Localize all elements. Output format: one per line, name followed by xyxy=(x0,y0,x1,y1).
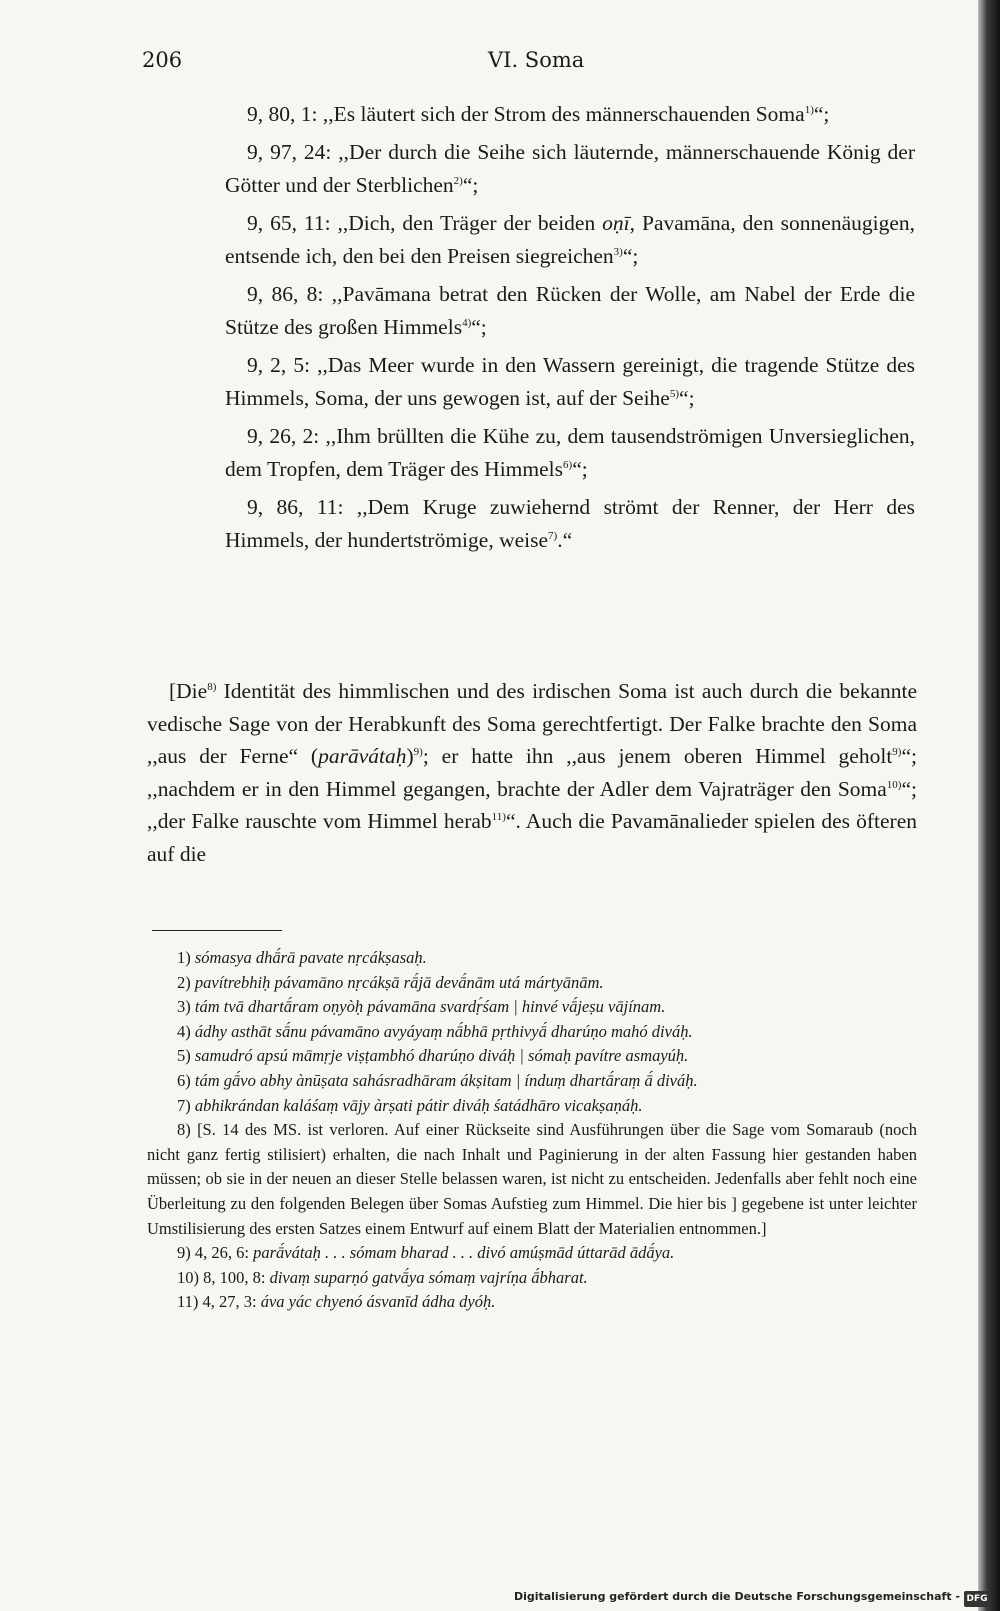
footnote-3: 3) tám tvā dhartā́ram oṇyòḥ pávamāna svardṛ́śam | hinvé vā́jeṣu vājínam. xyxy=(177,997,666,1017)
dfg-logo: DFG xyxy=(964,1591,990,1607)
page-header xyxy=(142,48,912,78)
footnote-9: 9) 4, 26, 6: parā́vátaḥ . . . sómam bharad . . . divó amúṣmād úttarād ādā́ya. xyxy=(177,1243,675,1263)
quote-1: 9, 80, 1: ,,Es läutert sich der Strom des männerschauenden Soma$^{1)}$“; xyxy=(247,102,830,126)
quote-7: 9, 86, 11: ,,Dem Kruge zuwiehernd strömt der Renner, der Herr des Himmels, der hundertströmige, weise$^{7)}$.“ xyxy=(225,494,915,552)
quote-4: 9, 86, 8: ,,Pavāmana betrat den Rücken der Wolle, am Nabel der Erde die Stütze des großen Himmels$^{4)}$“; xyxy=(225,281,916,339)
quote-5: 9, 2, 5: ,,Das Meer wurde in den Wassern gereinigt, die tragende Stütze des Himmels, Soma, der uns gewogen ist, auf der Seihe$^{5)}$“; xyxy=(225,352,915,410)
footnote-2: 2) pavítrebhiḥ pávamāno nṛcákṣā rā́jā devā́nām utá mártyānām. xyxy=(177,972,604,992)
footnote-11: 11) 4, 27, 3: áva yác chyenó ásvanīd ádha dyóḥ. xyxy=(177,1292,496,1312)
quote-6: 9, 26, 2: ,,Ihm brüllten die Kühe zu, dem tausendströmigen Unversieglichen, dem Tropfen, dem Träger des Himmels$^{6)}$“; xyxy=(225,423,915,481)
footnote-1: 1) sómasya dhā́rā pavate nṛcákṣasaḥ. xyxy=(177,948,427,967)
main-paragraph: [Die$^{8)}$ Identität des himmlischen und des irdischen Soma ist auch durch die bekannte vedische Sage von der Herabkunft des Soma gerechtfertigt. Der Falke brachte den Soma ,,aus der Ferne“ (parāvátaḥ)$^{9)}$; er hatte ihn ,,aus jenem oberen Himmel geholt$^{9)}$“; ,,nachdem er in den Himmel gegangen, brachte der Adler dem Vajraträger den Soma$^{10)}$“; ,,der Falke rauschte vom Himmel herab$^{11)}$“. Auch die Pavamānalieder spielen des öfteren auf die xyxy=(147,679,917,866)
running-head: VI. Soma xyxy=(488,48,585,72)
quote-2: 9, 97, 24: ,,Der durch die Seihe sich läuternde, männerschauende König der Götter und der Sterblichen$^{2)}$“; xyxy=(225,139,916,197)
footnote-8: 8) [S. 14 des MS. ist verloren. Auf einer Rückseite sind Ausführungen über die Sage vom Somaraub (noch nicht ganz fertig stilisiert) erhalten, die nach Inhalt und Paginierung in der alten Fassung hier gestanden haben müssen; ob sie in der neuen an dieser Stelle belassen waren, ist nicht zu entscheiden. Jedenfalls aber fehlt noch eine Überleitung zu den folgenden Belegen über Somas Aufstieg zum Himmel. Die hier bis ] gegebene ist unter leichter Umstilisierung des ersten Satzes einem Entwurf auf einem Blatt der Materialien entnommen.] xyxy=(147,1120,918,1238)
book-edge-shadow xyxy=(978,0,1000,1611)
footnote-4: 4) ádhy asthāt sā́nu pávamāno avyáyaṃ nā́bhā pṛthivyā́ dharúṇo mahó diváḥ. xyxy=(177,1021,693,1041)
digitization-credit: Digitalisierung gefördert durch die Deutsche Forschungsgemeinschaft - xyxy=(513,1590,960,1603)
quote-3: 9, 65, 11: ,,Dich, den Träger der beiden oṇī, Pavamāna, den sonnenäugigen, entsende ich, den bei den Preisen siegreichen$^{3)}$“; xyxy=(225,210,915,268)
footnote-separator xyxy=(152,930,282,931)
page-number: 206 xyxy=(142,48,183,72)
footnote-7: 7) abhikrándan kaláśaṃ vājy àrṣati pátir diváḥ śatádhāro vicakṣaṇáḥ. xyxy=(177,1095,643,1115)
footnote-5: 5) samudró apsú māmṛje viṣṭambhó dharúṇo diváḥ | sómaḥ pavítre asmayúḥ. xyxy=(177,1046,689,1066)
footnote-6: 6) tám gā́vo abhy ànūṣata sahásradhāram ákṣitam | índuṃ dhartā́raṃ ā́ diváḥ. xyxy=(177,1070,698,1090)
footnote-10: 10) 8, 100, 8: divaṃ suparṇó gatvā́ya sómaṃ vajríṇa ā́bharat. xyxy=(177,1267,588,1287)
footnotes xyxy=(147,946,917,1315)
quotations-block xyxy=(225,98,915,562)
